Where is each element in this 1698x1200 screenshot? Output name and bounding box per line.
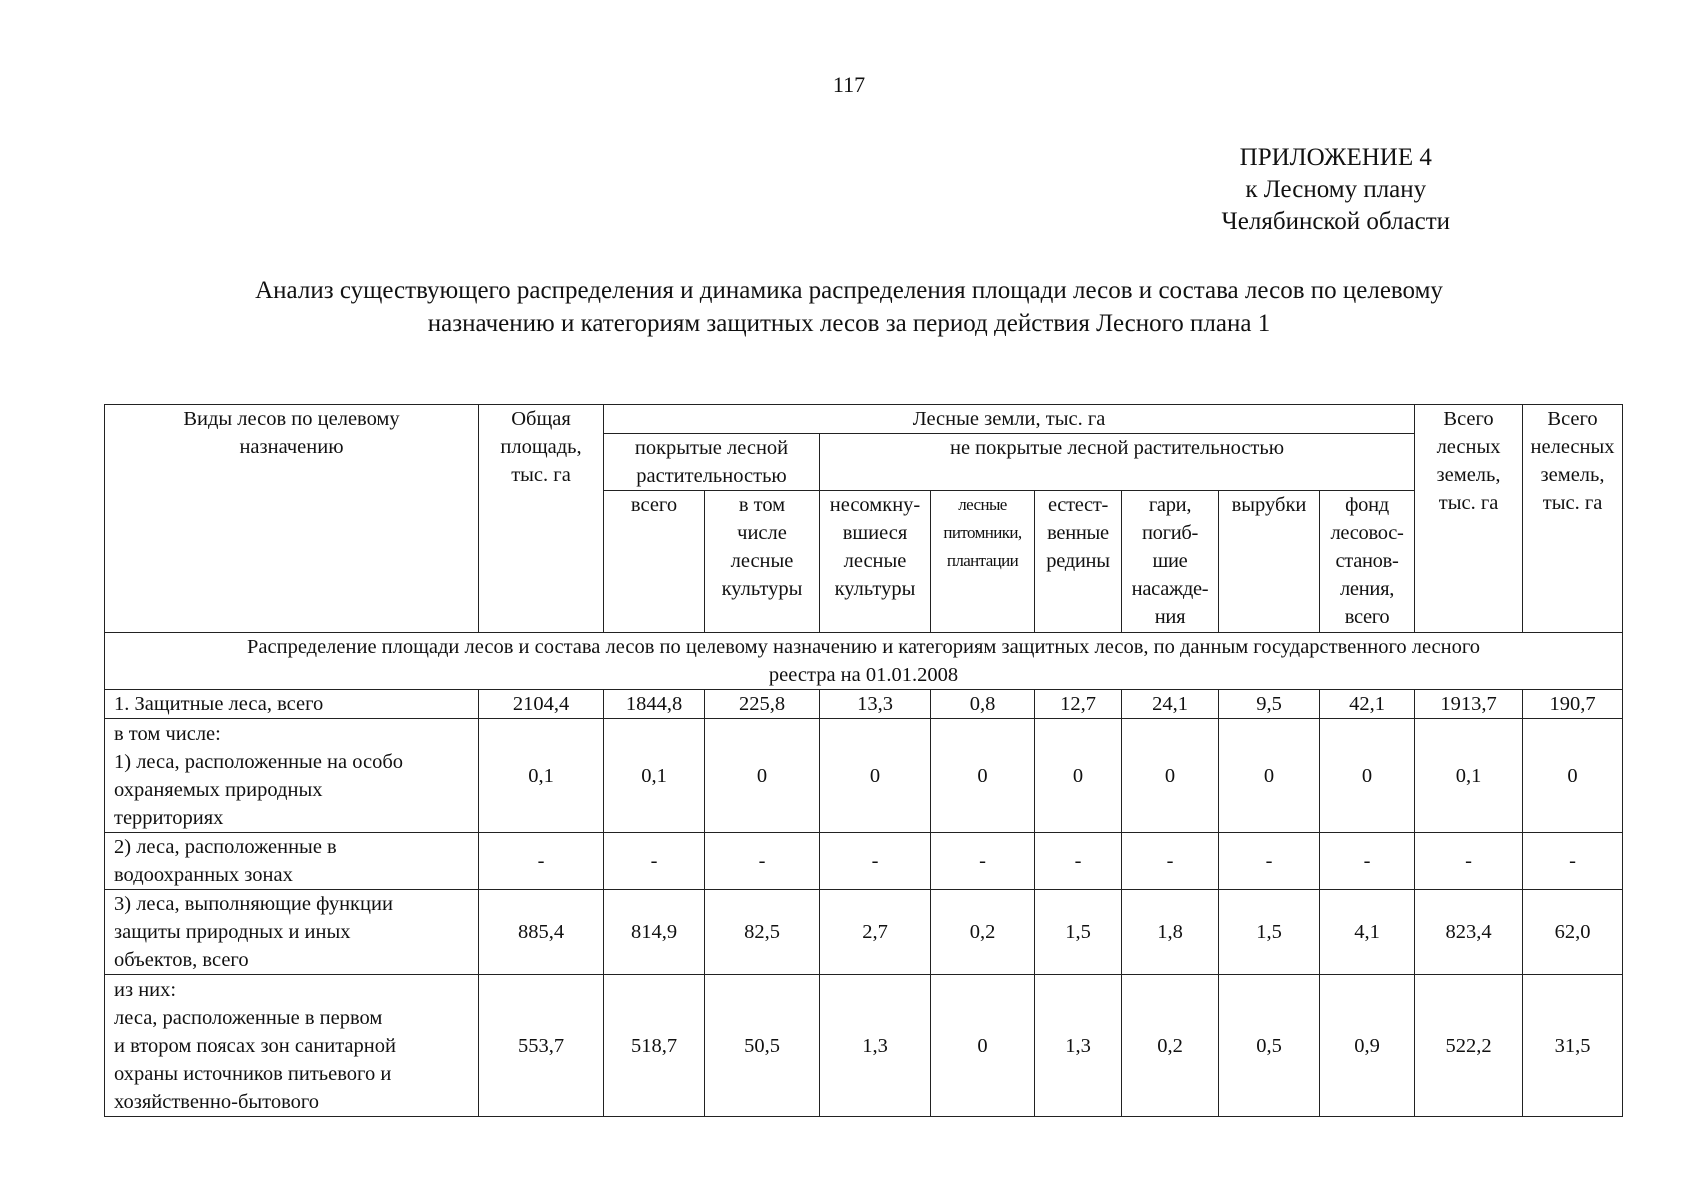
- table-cell: -: [1219, 833, 1320, 890]
- table-cell: 553,7: [479, 975, 604, 1117]
- table-cell: 225,8: [705, 690, 820, 719]
- table-cell: -: [1320, 833, 1415, 890]
- table-cell: 0: [931, 719, 1035, 833]
- forest-distribution-table: [104, 404, 1623, 1117]
- table-row: [105, 833, 1623, 890]
- document-title-line-1: Анализ существующего распределения и динамика распределения площади лесов и состава лесов по целевому: [255, 277, 1443, 304]
- table-cell: -: [820, 833, 931, 890]
- table-cell: 9,5: [1219, 690, 1320, 719]
- table-cell: 1,5: [1035, 890, 1122, 975]
- document-title-line-2: назначению и категориям защитных лесов за период действия Лесного плана 1: [427, 310, 1271, 337]
- table-cell: -: [479, 833, 604, 890]
- table-cell: 0: [1122, 719, 1219, 833]
- section-heading: Распределение площади лесов и состава лесов по целевому назначению и категориям защитных лесов, по данным государственного лесного реестра на 01.01.2008: [105, 633, 1623, 690]
- table-body: [105, 690, 1623, 1117]
- table-cell: 0,9: [1320, 975, 1415, 1117]
- header-unclosed-cultures: несомкну- вшиеся лесные культуры: [820, 491, 931, 633]
- table-row: [105, 975, 1623, 1117]
- header-covered: покрытые лесной растительностью: [604, 434, 820, 491]
- header-all-non-forest-lands: Всего нелесных земель, тыс. га: [1523, 405, 1623, 633]
- header-reforestation-fund: фонд лесовос- станов- ления, всего: [1320, 491, 1415, 633]
- table-cell: -: [931, 833, 1035, 890]
- table-cell: 82,5: [705, 890, 820, 975]
- header-nurseries: лесные питомники, плантации: [931, 491, 1035, 633]
- header-forest-lands: Лесные земли, тыс. га: [604, 405, 1415, 434]
- table-cell: 0: [1035, 719, 1122, 833]
- table-cell: 823,4: [1415, 890, 1523, 975]
- table-cell: 814,9: [604, 890, 705, 975]
- table-cell: 1,3: [1035, 975, 1122, 1117]
- row-label: 1. Защитные леса, всего: [105, 690, 479, 719]
- table-cell: 0,1: [479, 719, 604, 833]
- appendix-label: ПРИЛОЖЕНИЕ 4: [1239, 144, 1432, 171]
- page-number: 117: [832, 72, 866, 97]
- table-cell: -: [604, 833, 705, 890]
- table-cell: 0: [705, 719, 820, 833]
- table-cell: 0: [1219, 719, 1320, 833]
- table-cell: 62,0: [1523, 890, 1623, 975]
- table-cell: 50,5: [705, 975, 820, 1117]
- table-row: [105, 690, 1623, 719]
- table-cell: 1,3: [820, 975, 931, 1117]
- table-cell: 2,7: [820, 890, 931, 975]
- table-cell: 0: [931, 975, 1035, 1117]
- table-cell: 42,1: [1320, 690, 1415, 719]
- document-title: [120, 274, 1578, 340]
- row-label: из них: леса, расположенные в первом и втором поясах зон санитарной охраны источников питьевого и хозяйственно-бытового: [105, 975, 479, 1117]
- table-cell: 31,5: [1523, 975, 1623, 1117]
- appendix-reference: к Лесному плану: [1245, 176, 1427, 203]
- header-forest-cultures: в том числе лесные культуры: [705, 491, 820, 633]
- table-cell: 13,3: [820, 690, 931, 719]
- table-cell: 885,4: [479, 890, 604, 975]
- table-cell: 518,7: [604, 975, 705, 1117]
- header-cuttings: вырубки: [1219, 491, 1320, 633]
- header-burnt-dead-stands: гари, погиб- шие насажде- ния: [1122, 491, 1219, 633]
- appendix-heading: [1222, 142, 1450, 238]
- table-cell: 0: [1320, 719, 1415, 833]
- appendix-region: Челябинской области: [1221, 208, 1450, 235]
- table-cell: 1913,7: [1415, 690, 1523, 719]
- table-cell: 0,2: [931, 890, 1035, 975]
- table-row: [105, 719, 1623, 833]
- header-not-covered: не покрытые лесной растительностью: [820, 434, 1415, 491]
- table-cell: 1,8: [1122, 890, 1219, 975]
- table-cell: 0,5: [1219, 975, 1320, 1117]
- table-cell: -: [705, 833, 820, 890]
- header-covered-total: всего: [604, 491, 705, 633]
- table-cell: 0,8: [931, 690, 1035, 719]
- table-cell: 0: [820, 719, 931, 833]
- header-forest-type: Виды лесов по целевому назначению: [105, 405, 479, 633]
- table-cell: -: [1122, 833, 1219, 890]
- header-total-area: Общая площадь, тыс. га: [479, 405, 604, 633]
- table-cell: 1844,8: [604, 690, 705, 719]
- table-cell: 522,2: [1415, 975, 1523, 1117]
- row-label: 2) леса, расположенные в водоохранных зонах: [105, 833, 479, 890]
- header-all-forest-lands: Всего лесных земель, тыс. га: [1415, 405, 1523, 633]
- table-cell: -: [1523, 833, 1623, 890]
- table-cell: 1,5: [1219, 890, 1320, 975]
- row-label: в том числе: 1) леса, расположенные на особо охраняемых природных территориях: [105, 719, 479, 833]
- table-cell: 190,7: [1523, 690, 1623, 719]
- table-cell: 0,2: [1122, 975, 1219, 1117]
- table-cell: 2104,4: [479, 690, 604, 719]
- row-label: 3) леса, выполняющие функции защиты природных и иных объектов, всего: [105, 890, 479, 975]
- header-natural-sparse: естест- венные редины: [1035, 491, 1122, 633]
- table-cell: 12,7: [1035, 690, 1122, 719]
- table-cell: 0,1: [604, 719, 705, 833]
- table-cell: 24,1: [1122, 690, 1219, 719]
- table-cell: -: [1415, 833, 1523, 890]
- table-row: [105, 890, 1623, 975]
- table-cell: -: [1035, 833, 1122, 890]
- table-cell: 4,1: [1320, 890, 1415, 975]
- table-cell: 0,1: [1415, 719, 1523, 833]
- table-cell: 0: [1523, 719, 1623, 833]
